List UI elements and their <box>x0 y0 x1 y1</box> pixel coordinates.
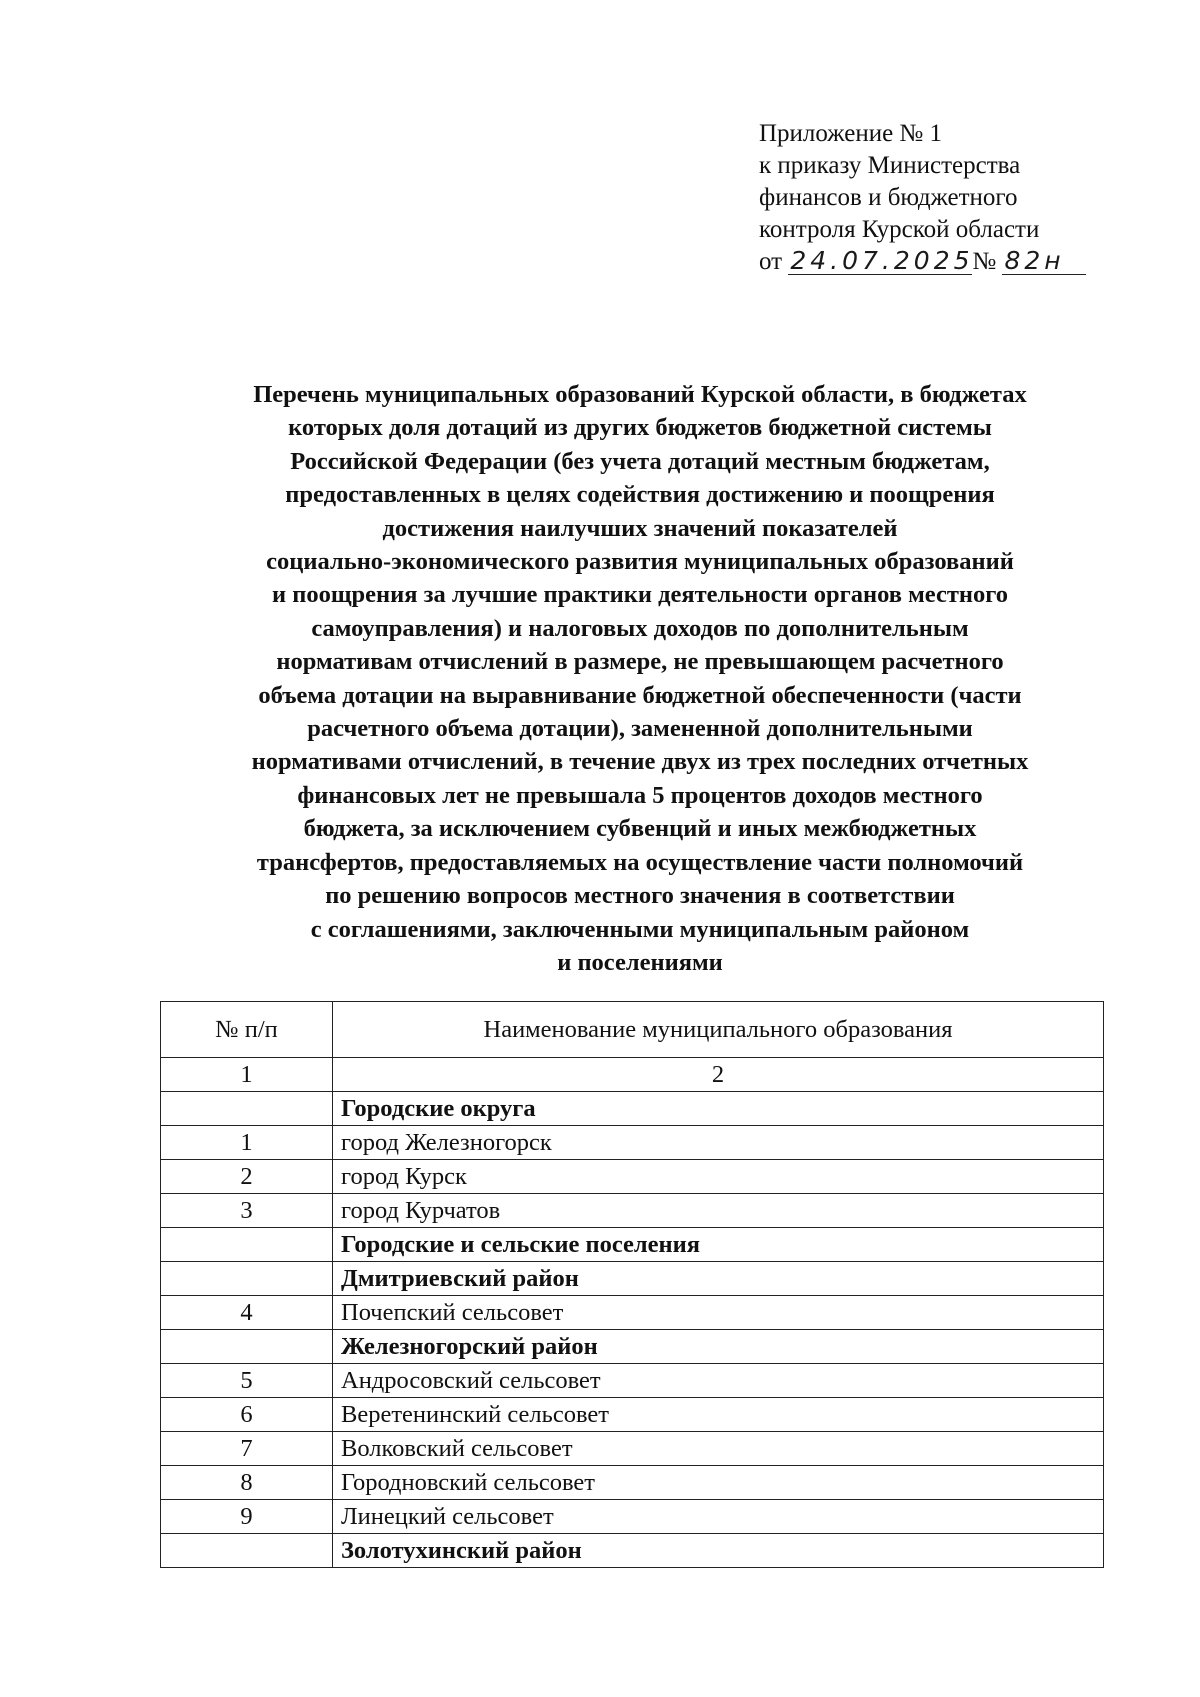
title-line: которых доля дотаций из других бюджетов бюджетной системы <box>288 414 992 442</box>
table-row <box>161 1500 1104 1534</box>
row-number-cell: 8 <box>161 1466 333 1500</box>
table-section-row <box>161 1262 1104 1296</box>
title-line: бюджета, за исключением субвенций и иных межбюджетных <box>303 815 977 843</box>
title-line: и поселениями <box>557 948 723 976</box>
table-row <box>161 1194 1104 1228</box>
handwritten-order-number: 82н <box>1002 248 1086 275</box>
title-line: нормативами отчислений, в течение двух из трех последних отчетных <box>251 748 1029 776</box>
table-section-row <box>161 1228 1104 1262</box>
section-name-cell: Городские округа <box>333 1092 1104 1126</box>
municipality-name-cell: город Курчатов <box>333 1194 1104 1228</box>
table-row <box>161 1160 1104 1194</box>
title-line: и поощрения за лучшие практики деятельности органов местного <box>271 581 1009 609</box>
title-line: Российской Федерации (без учета дотаций местным бюджетам, <box>290 447 990 475</box>
appendix-order-ref: к приказу Министерства <box>759 152 1021 179</box>
table-row <box>161 1432 1104 1466</box>
section-name-cell: Железногорский район <box>333 1330 1104 1364</box>
municipality-name-cell: Городновский сельсовет <box>333 1466 1104 1500</box>
row-number-cell: 6 <box>161 1398 333 1432</box>
municipality-name-cell: Почепский сельсовет <box>333 1296 1104 1330</box>
municipality-name-cell: Линецкий сельсовет <box>333 1500 1104 1534</box>
table-section-row <box>161 1092 1104 1126</box>
row-number-cell: 7 <box>161 1432 333 1466</box>
date-prefix: от <box>759 248 783 275</box>
number-sign: № <box>972 248 997 275</box>
row-number-cell <box>161 1228 333 1262</box>
table-row <box>161 1296 1104 1330</box>
document-title <box>160 378 1120 979</box>
table-row <box>161 1466 1104 1500</box>
table-row <box>161 1126 1104 1160</box>
title-line: самоуправления) и налоговых доходов по дополнительным <box>311 614 969 642</box>
appendix-date-line <box>759 246 1099 278</box>
table-header-row <box>161 1002 1104 1058</box>
title-line: нормативам отчислений в размере, не превышающем расчетного <box>276 648 1004 676</box>
table-row <box>161 1364 1104 1398</box>
municipality-name-cell: Андросовский сельсовет <box>333 1364 1104 1398</box>
handwritten-date: 24.07.2025 <box>790 246 974 275</box>
row-number-cell: 9 <box>161 1500 333 1534</box>
appendix-region-line: контроля Курской области <box>759 216 1040 243</box>
title-line: трансфертов, предоставляемых на осуществление части полномочий <box>256 848 1024 876</box>
municipalities-table <box>160 1001 1104 1568</box>
header-cell-name: Наименование муниципального образования <box>333 1002 1104 1058</box>
section-name-cell: Дмитриевский район <box>333 1262 1104 1296</box>
row-number-cell: 2 <box>161 1160 333 1194</box>
appendix-number: Приложение № 1 <box>759 120 943 147</box>
row-number-cell: 5 <box>161 1364 333 1398</box>
municipality-name-cell: город Курск <box>333 1160 1104 1194</box>
table-section-row <box>161 1534 1104 1568</box>
section-name-cell: Городские и сельские поселения <box>333 1228 1104 1262</box>
title-line: социально-экономического развития муниципальных образований <box>266 548 1014 576</box>
table-column-index-row <box>161 1058 1104 1092</box>
title-line: расчетного объема дотации), замененной дополнительными <box>307 715 973 743</box>
row-number-cell: 3 <box>161 1194 333 1228</box>
row-number-cell <box>161 1262 333 1296</box>
title-line: по решению вопросов местного значения в соответствии <box>325 882 955 910</box>
row-number-cell <box>161 1330 333 1364</box>
title-line: финансовых лет не превышала 5 процентов доходов местного <box>297 781 983 809</box>
column-index-1: 1 <box>161 1058 333 1092</box>
row-number-cell <box>161 1092 333 1126</box>
appendix-ministry-line: финансов и бюджетного <box>759 184 1018 211</box>
table-section-row <box>161 1330 1104 1364</box>
row-number-cell <box>161 1534 333 1568</box>
title-line: Перечень муниципальных образований Курской области, в бюджетах <box>253 381 1027 408</box>
title-line: предоставленных в целях содействия достижению и поощрения <box>285 481 995 509</box>
row-number-cell: 4 <box>161 1296 333 1330</box>
municipality-name-cell: город Железногорск <box>333 1126 1104 1160</box>
header-cell-number: № п/п <box>161 1002 333 1058</box>
title-line: с соглашениями, заключенными муниципальным районом <box>310 915 970 943</box>
table-row <box>161 1398 1104 1432</box>
row-number-cell: 1 <box>161 1126 333 1160</box>
column-index-2: 2 <box>333 1058 1104 1092</box>
section-name-cell: Золотухинский район <box>333 1534 1104 1568</box>
municipality-name-cell: Волковский сельсовет <box>333 1432 1104 1466</box>
appendix-header <box>759 118 1099 278</box>
municipality-name-cell: Веретенинский сельсовет <box>333 1398 1104 1432</box>
title-line: достижения наилучших значений показателей <box>382 514 898 542</box>
title-line: объема дотации на выравнивание бюджетной обеспеченности (части <box>258 681 1022 709</box>
